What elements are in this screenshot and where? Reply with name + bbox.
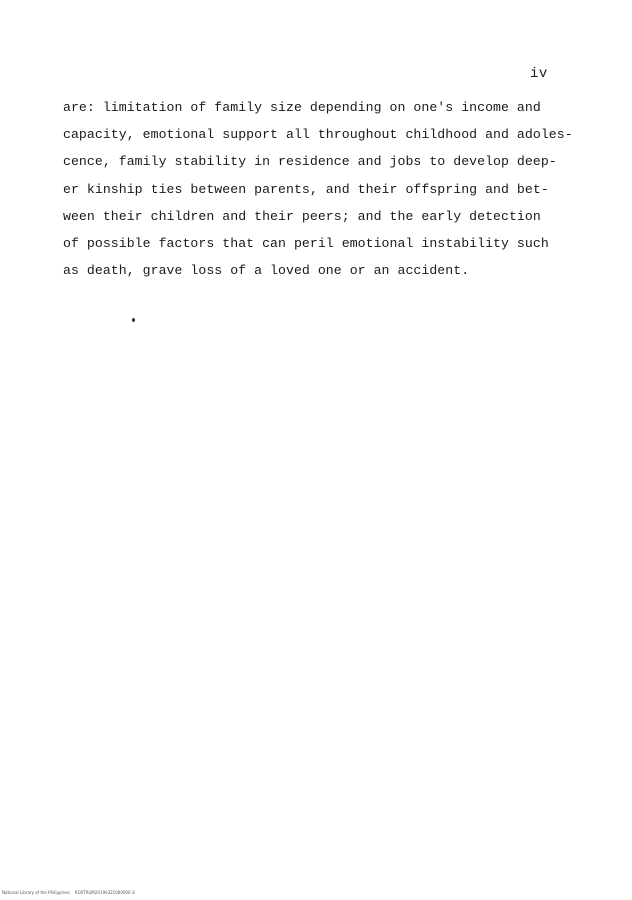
body-line: cence, family stability in residence and jobs to develop deep-	[63, 154, 557, 170]
body-line: are: limitation of family size depending on one's income and	[63, 100, 541, 115]
body-line: of possible factors that can peril emotional instability such	[63, 235, 549, 251]
body-line: capacity, emotional support all throughout childhood and adoles-	[63, 127, 573, 143]
body-text	[63, 94, 603, 284]
body-line: ween their children and their peers; and the early detection	[63, 208, 541, 224]
scan-footer: National Library of the Philippines ROSTRUM20190321000000 iii	[2, 890, 136, 895]
stray-mark	[132, 318, 135, 322]
body-line: er kinship ties between parents, and their offspring and bet-	[63, 181, 549, 197]
page-number: iv	[530, 66, 548, 82]
body-line: as death, grave loss of a loved one or an accident.	[63, 263, 470, 279]
